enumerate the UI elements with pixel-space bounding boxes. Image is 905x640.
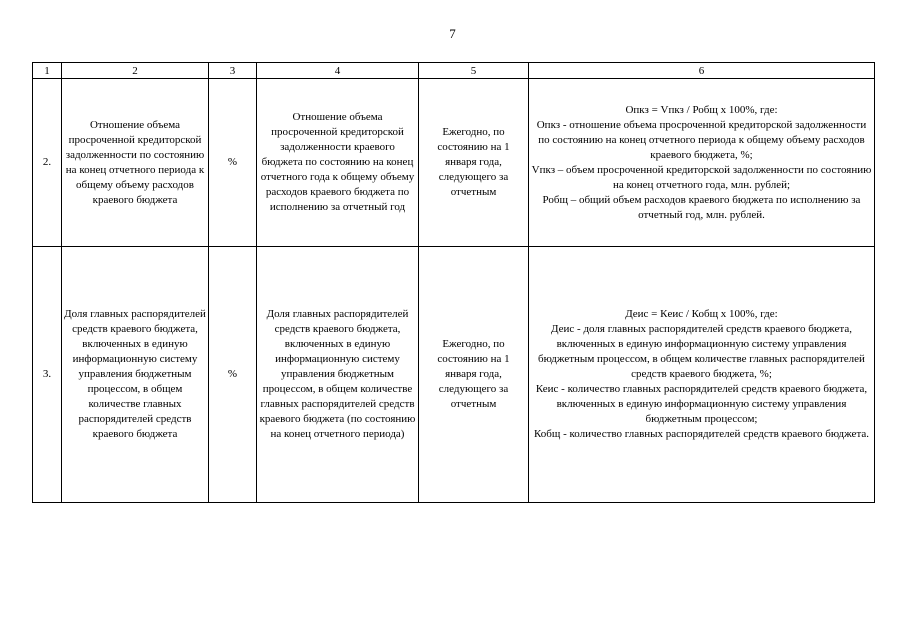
header-cell-4: 4	[257, 63, 419, 79]
page-number: 7	[449, 26, 456, 41]
indicator-name: Отношение объема просроченной кредиторской задолженности по состоянию на конец отчетного периода к общему объему расходов краевого бюджета	[62, 79, 209, 247]
periodicity: Ежегодно, по состоянию на 1 января года, следующего за отчетным	[419, 79, 529, 247]
formula-description: Кеис - количество главных распорядителей средств краевого бюджета, включенных в единую информационную систему управления бюджетным процессом;	[535, 383, 868, 425]
indicator-definition: Доля главных распорядителей средств краевого бюджета, включенных в единую информационную систему управления бюджетным процессом, в общем количестве главных распорядителей средств краевого бюджета (по состоянию на конец отчетного периода)	[257, 247, 419, 503]
table-row	[33, 79, 875, 247]
row-number: 3.	[33, 247, 62, 503]
header-cell-1: 1	[33, 63, 62, 79]
periodicity: Ежегодно, по состоянию на 1 января года, следующего за отчетным	[419, 247, 529, 503]
indicator-name: Доля главных распорядителей средств краевого бюджета, включенных в единую информационную систему управления бюджетным процессом, в общем количестве главных распорядителей средств краевого бюджета	[62, 247, 209, 503]
header-cell-3: 3	[209, 63, 257, 79]
formula-description: Деис - доля главных распорядителей средств краевого бюджета, включенных в единую информационную систему управления бюджетным процессом, в общем количестве главных распорядителей средств краевого бюджета, %;	[538, 323, 865, 380]
formula-description: Робщ – общий объем расходов краевого бюджета по исполнению за отчетный год, млн. рублей.	[542, 193, 861, 221]
formula-description: Опкз - отношение объема просроченной кредиторской задолженности по состоянию на конец отчетного периода к общему объему расходов краевого бюджета, %;	[536, 118, 867, 161]
calculation-method	[529, 247, 875, 503]
formula-description: Кобщ - количество главных распорядителей средств краевого бюджета.	[533, 428, 870, 440]
formula-line: Опкз = Vпкз / Робщ х 100%, где:	[625, 103, 778, 116]
indicator-table	[32, 62, 875, 503]
header-cell-2: 2	[62, 63, 209, 79]
unit-of-measure: %	[209, 79, 257, 247]
header-row	[33, 63, 875, 79]
calculation-method	[529, 79, 875, 247]
header-cell-6: 6	[529, 63, 875, 79]
unit-of-measure: %	[209, 247, 257, 503]
row-number: 2.	[33, 79, 62, 247]
formula-description: Vпкз – объем просроченной кредиторской задолженности по состоянию на конец отчетного года, млн. рублей;	[531, 163, 872, 191]
header-cell-5: 5	[419, 63, 529, 79]
formula-line: Дeис = Кeис / Кобщ х 100%, где:	[625, 308, 778, 320]
indicator-definition: Отношение объема просроченной кредиторской задолженности краевого бюджета по состоянию на конец отчетного года к общему объему расходов краевого бюджета по исполнению за отчетный год	[257, 79, 419, 247]
table-row	[33, 247, 875, 503]
